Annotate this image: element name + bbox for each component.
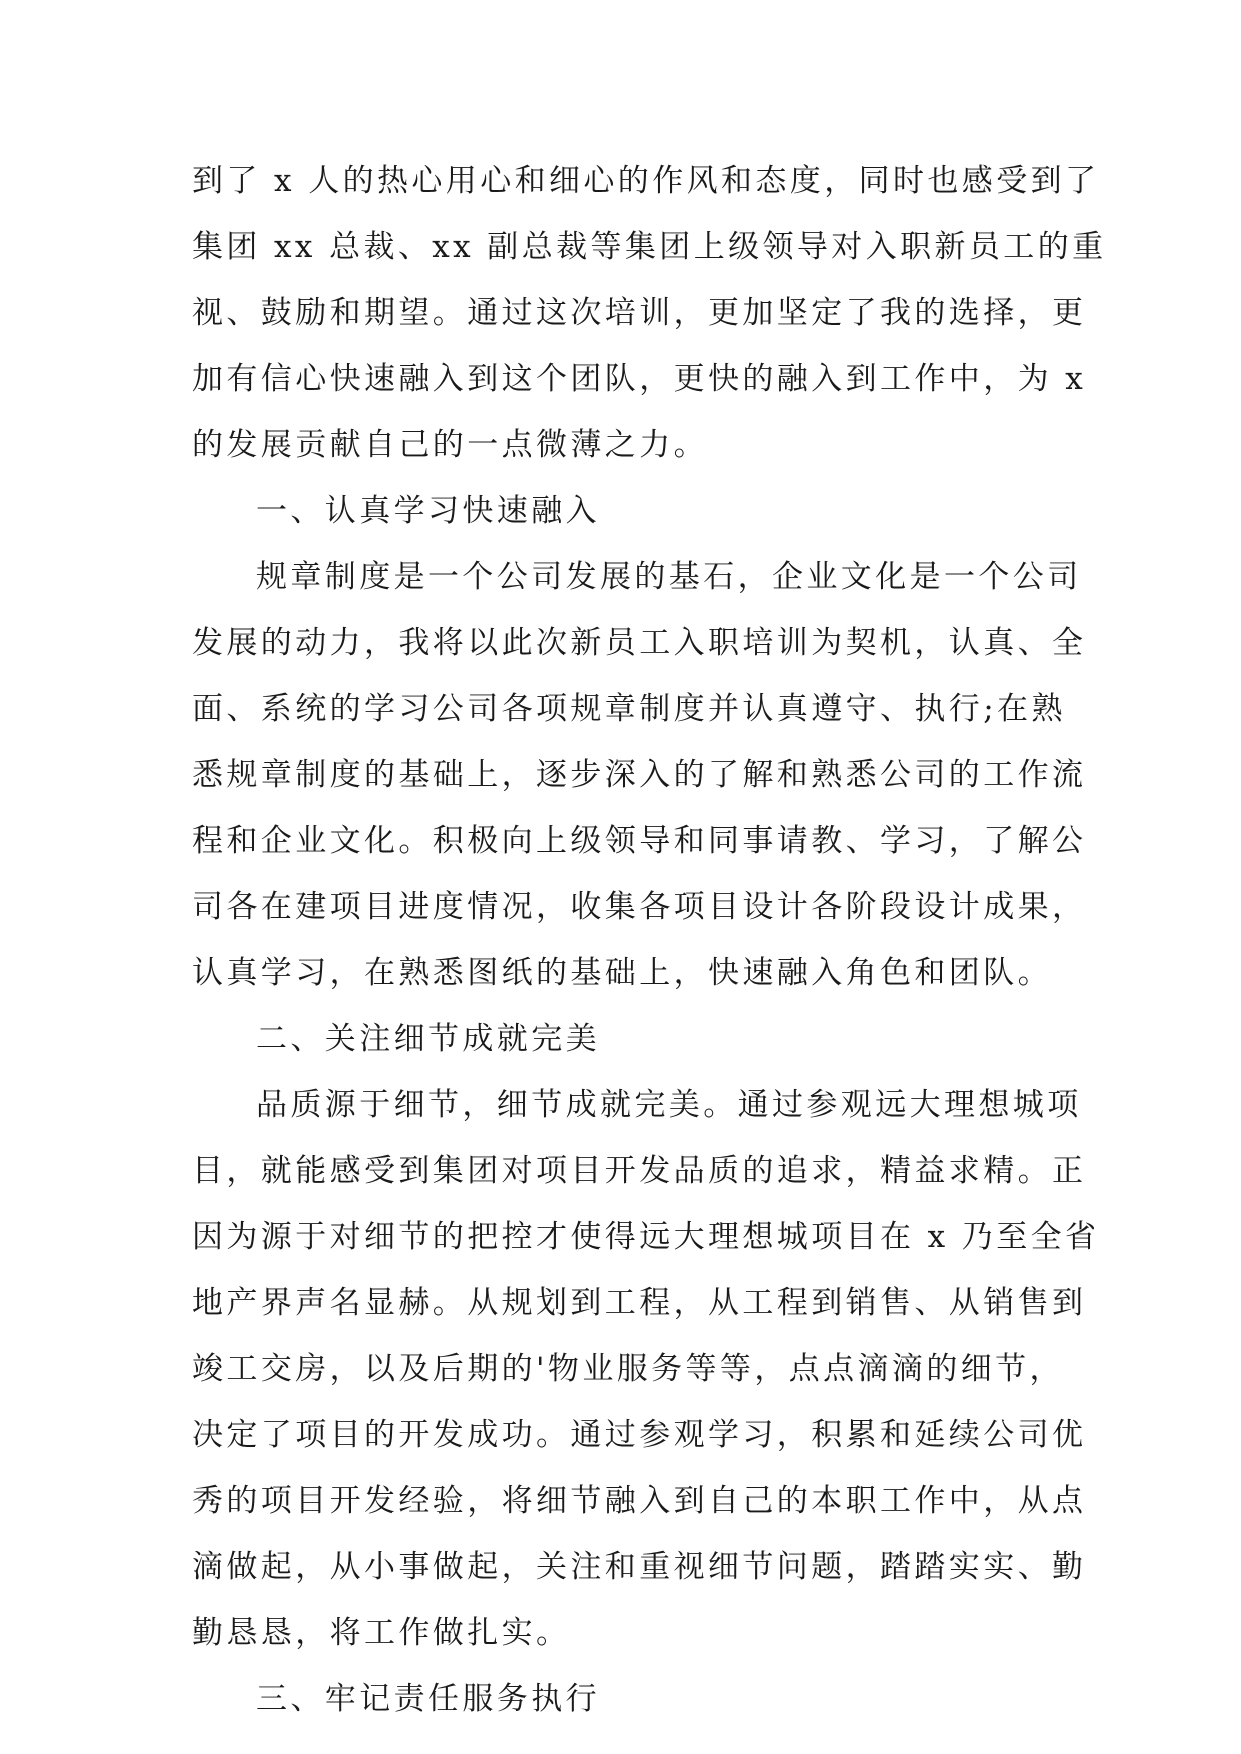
paragraph-line: 认真学习，在熟悉图纸的基础上，快速融入角色和团队。 — [192, 955, 1052, 991]
paragraph-line: 竣工交房，以及后期的'物业服务等等，点点滴滴的细节， — [192, 1351, 1064, 1387]
document-body — [192, 148, 1107, 1732]
paragraph-line: 面、系统的学习公司各项规章制度并认真遵守、执行;在熟 — [192, 691, 1066, 727]
paragraph-line: 因为源于对细节的把控才使得远大理想城项目在 x 乃至全省 — [192, 1219, 1100, 1255]
paragraph-line: 的发展贡献自己的一点微薄之力。 — [192, 427, 708, 463]
section-heading-3: 三、牢记责任服务执行 — [256, 1681, 600, 1717]
paragraph-line: 司各在建项目进度情况，收集各项目设计各阶段设计成果， — [192, 889, 1087, 925]
paragraph-line: 加有信心快速融入到这个团队，更快的融入到工作中，为 x — [192, 361, 1087, 397]
paragraph-line: 到了 x 人的热心用心和细心的作风和态度，同时也感受到了 — [192, 163, 1100, 199]
paragraph-line: 发展的动力，我将以此次新员工入职培训为契机，认真、全 — [192, 625, 1087, 661]
paragraph-line: 程和企业文化。积极向上级领导和同事请教、学习，了解公 — [192, 823, 1087, 859]
paragraph-line: 地产界声名显赫。从规划到工程，从工程到销售、从销售到 — [192, 1285, 1087, 1321]
paragraph-line: 勤恳恳，将工作做扎实。 — [192, 1615, 571, 1651]
paragraph-line: 规章制度是一个公司发展的基石，企业文化是一个公司 — [256, 559, 1082, 595]
paragraph-line: 决定了项目的开发成功。通过参观学习，积累和延续公司优 — [192, 1417, 1087, 1453]
paragraph-line: 集团 xx 总裁、xx 副总裁等集团上级领导对入职新员工的重 — [192, 229, 1107, 265]
paragraph-line: 滴做起，从小事做起，关注和重视细节问题，踏踏实实、勤 — [192, 1549, 1087, 1585]
paragraph-line: 目，就能感受到集团对项目开发品质的追求，精益求精。正 — [192, 1153, 1087, 1189]
paragraph-line: 秀的项目开发经验，将细节融入到自己的本职工作中，从点 — [192, 1483, 1087, 1519]
section-heading-2: 二、关注细节成就完美 — [256, 1021, 600, 1057]
paragraph-line: 品质源于细节，细节成就完美。通过参观远大理想城项 — [256, 1087, 1082, 1123]
paragraph-line: 悉规章制度的基础上，逐步深入的了解和熟悉公司的工作流 — [192, 757, 1087, 793]
section-heading-1: 一、认真学习快速融入 — [256, 493, 600, 529]
paragraph-line: 视、鼓励和期望。通过这次培训，更加坚定了我的选择，更 — [192, 295, 1087, 331]
